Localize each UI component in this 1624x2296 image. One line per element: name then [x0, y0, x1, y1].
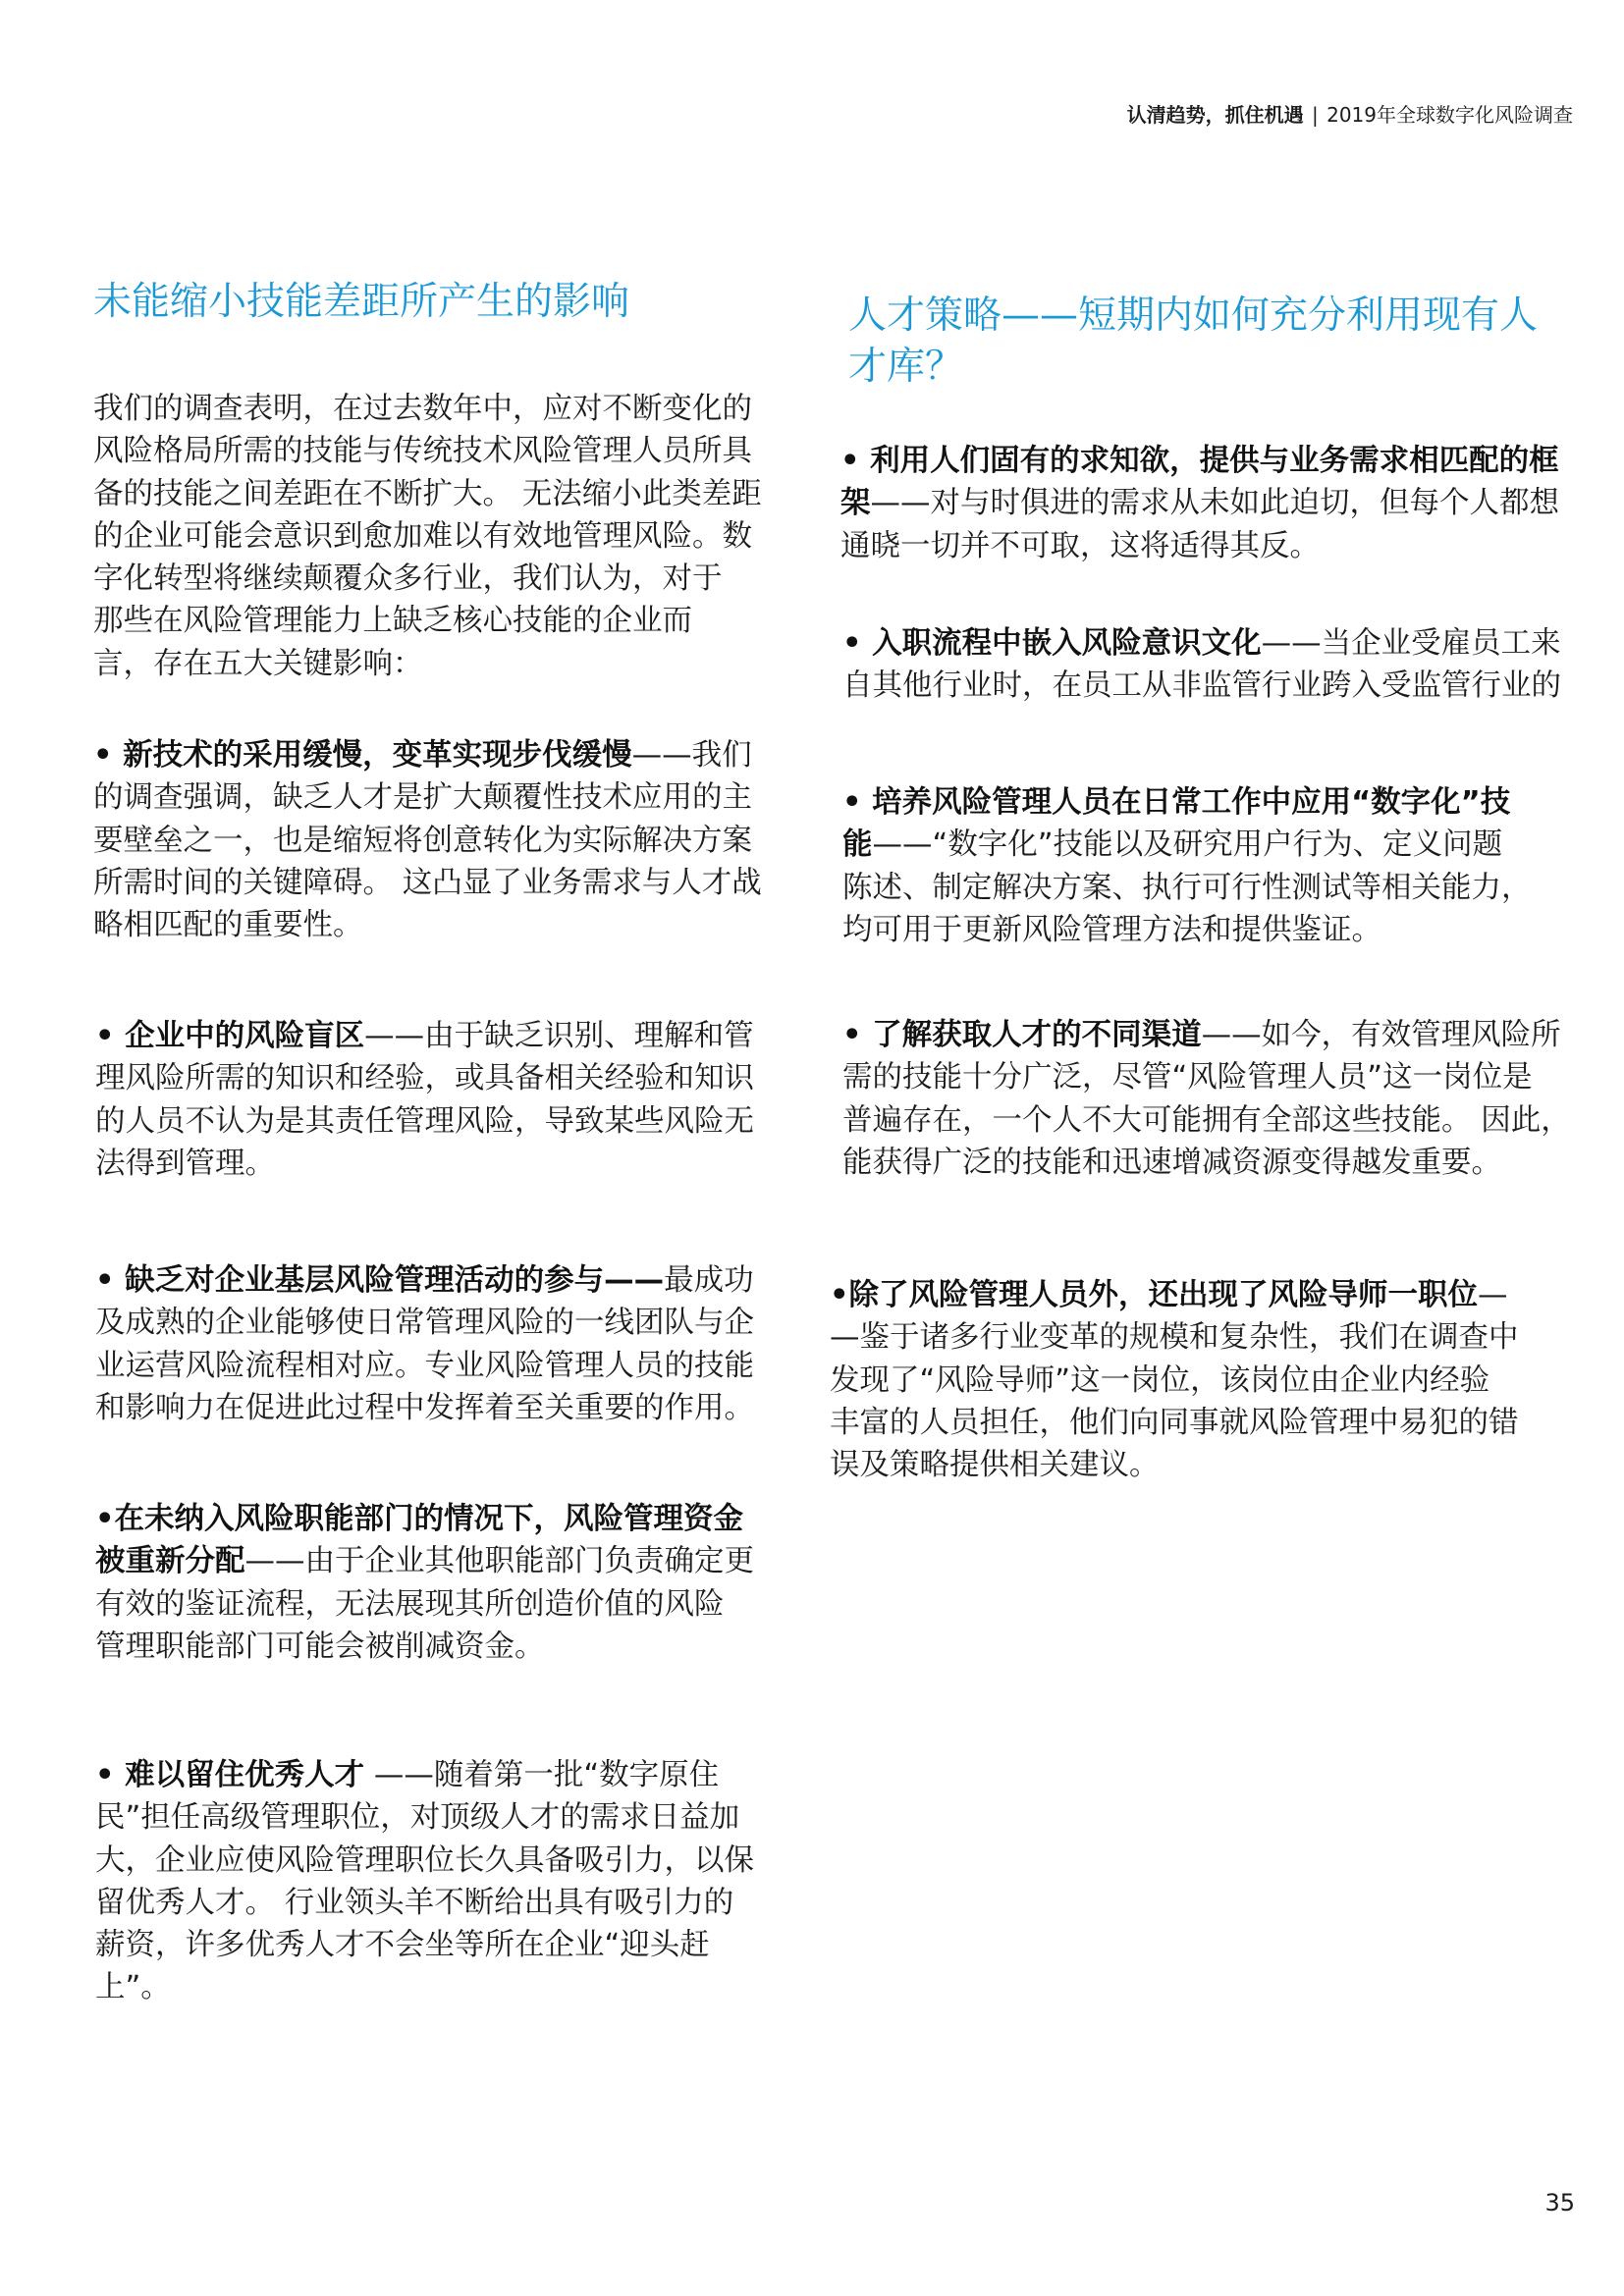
bullet-text: ——对与时俱进的需求从未如此迫切，但每个人都想	[870, 486, 1559, 521]
text-line	[842, 781, 1532, 824]
text-line	[842, 622, 1561, 665]
text-line: 和影响力在促进此过程中发挥着至关重要的作用。	[95, 1390, 754, 1425]
bullet-text: ——随着第一批“数字原住	[364, 1758, 720, 1792]
bullet-text: ——由于缺乏识别、理解和管	[364, 1019, 754, 1053]
bullet-title: 被重新分配	[95, 1544, 245, 1579]
text-line	[95, 1498, 754, 1540]
bullet-funding-reallocation	[95, 1498, 754, 1668]
bullet-risk-blind-spots	[95, 1015, 754, 1185]
text-line: 民”担任高级管理职位，对顶级人才的需求日益加	[95, 1800, 740, 1836]
bullet-title: 能	[842, 828, 873, 863]
bullet-text: 最成功	[664, 1263, 754, 1298]
text-line: 略相匹配的重要性。	[93, 908, 363, 943]
text-line: 留优秀人才。 行业领头羊不断给出具有吸引力的	[95, 1885, 734, 1920]
text-line	[840, 440, 1559, 482]
text-line	[840, 482, 1559, 524]
header-separator: |	[1311, 103, 1319, 127]
bullet-title: 架	[840, 486, 871, 521]
bullet-title: • 了解获取人才的不同渠道	[842, 1018, 1202, 1052]
text-line: 及成熟的企业能够使日常管理风险的一线团队与企	[95, 1306, 754, 1341]
text-line	[95, 1540, 754, 1582]
heading-line: 才库？	[848, 345, 964, 389]
header-title: 2019年全球数字化风险调查	[1326, 103, 1573, 127]
text-line	[842, 824, 1532, 866]
text-line: 那些在风险管理能力上缺乏核心技能的企业而	[93, 604, 692, 639]
text-line: 理风险所需的知识和经验，或具备相关经验和知识	[95, 1061, 754, 1096]
text-line: 误及策略提供相关建议。	[830, 1448, 1160, 1483]
text-line: 陈述、制定解决方案、执行可行性测试等相关能力，	[842, 870, 1532, 905]
text-line	[830, 1274, 1519, 1316]
bullet-risk-mentor	[830, 1274, 1519, 1486]
text-line: 需的技能十分广泛，尽管“风险管理人员”这一岗位是	[842, 1060, 1533, 1095]
text-line: 我们的调查表明，在过去数年中，应对不断变化的	[93, 392, 752, 426]
right-section-heading	[848, 291, 1538, 393]
text-line	[95, 1015, 754, 1057]
text-line: —鉴于诸多行业变革的规模和复杂性，我们在调查中	[830, 1320, 1519, 1356]
bullet-onboarding-culture	[842, 622, 1561, 708]
bullet-text: ——由于企业其他职能部门负责确定更	[244, 1544, 754, 1579]
text-line: 风险格局所需的技能与传统技术风险管理人员所具	[93, 434, 752, 469]
header-emphasis: 认清趋势，抓住机遇	[1126, 103, 1304, 127]
bullet-title: • 培养风险管理人员在日常工作中应用“数字化”技	[842, 785, 1511, 820]
text-line: 的人员不认为是其责任管理风险，导致某些风险无	[95, 1103, 754, 1139]
bullet-talent-channels	[842, 1014, 1571, 1184]
text-line: 发现了“风险导师”这一岗位，该岗位由企业内经验	[830, 1362, 1490, 1398]
text-line: 备的技能之间差距在不断扩大。 无法缩小此类差距	[93, 476, 762, 511]
text-line: 管理职能部门可能会被削减资金。	[95, 1629, 545, 1664]
bullet-digital-skills	[842, 781, 1532, 951]
bullet-title: •在未纳入风险职能部门的情况下，风险管理资金	[95, 1502, 743, 1536]
text-line	[95, 1259, 754, 1302]
running-header	[1127, 102, 1573, 128]
text-line: 普遍存在，一个人不大可能拥有全部这些技能。 因此，	[842, 1102, 1571, 1138]
bullet-title: • 利用人们固有的求知欲，提供与业务需求相匹配的框	[840, 444, 1559, 478]
text-line: 业运营风险流程相对应。专业风险管理人员的技能	[95, 1348, 754, 1383]
text-line: 薪资，许多优秀人才不会坐等所在企业“迎头赶	[95, 1928, 710, 1963]
bullet-slow-adoption	[93, 734, 762, 946]
text-line: 法得到管理。	[95, 1146, 275, 1181]
bullet-title: • 缺乏对企业基层风险管理活动的参与——	[95, 1263, 665, 1298]
text-line: 能获得广泛的技能和迅速增减资源变得越发重要。	[842, 1145, 1501, 1180]
heading-line: 人才策略——短期内如何充分利用现有人	[848, 294, 1539, 338]
text-line: 大，企业应使风险管理职位长久具备吸引力，以保	[95, 1842, 754, 1878]
bullet-text: ——我们	[631, 738, 752, 773]
bullet-talent-retention	[95, 1754, 754, 2009]
bullet-text: ——“数字化”技能以及研究用户行为、定义问题	[872, 828, 1503, 863]
text-line: 的调查强调，缺乏人才是扩大颠覆性技术应用的主	[93, 780, 752, 816]
intro-paragraph	[93, 388, 762, 685]
text-line: 丰富的人员担任，他们向同事就风险管理中易犯的错	[830, 1405, 1519, 1440]
bullet-title: • 难以留住优秀人才	[95, 1758, 365, 1792]
bullet-title: • 新技术的采用缓慢，变革实现步伐缓慢	[93, 738, 632, 773]
bullet-title: •除了风险管理人员外，还出现了风险导师一职位	[830, 1278, 1478, 1312]
text-line	[95, 1754, 754, 1796]
text-line: 字化转型将继续颠覆众多行业，我们认为，对于	[93, 561, 723, 597]
bullet-title: • 入职流程中嵌入风险意识文化	[842, 626, 1262, 661]
text-line: 有效的鉴证流程，无法展现其所创造价值的风险	[95, 1586, 725, 1622]
text-line: 言，存在五大关键影响：	[93, 646, 423, 681]
bullet-curiosity-framework	[840, 440, 1559, 567]
bullet-frontline-engagement	[95, 1259, 754, 1429]
text-line: 通晓一切并不可取，这将适得其反。	[840, 528, 1320, 563]
left-section-heading: 未能缩小技能差距所产生的影响	[93, 280, 630, 324]
text-line: 要壁垒之一，也是缩短将创意转化为实际解决方案	[93, 823, 752, 858]
text-line	[842, 1014, 1571, 1056]
page-number: 35	[1544, 2189, 1575, 2216]
bullet-text: ——如今，有效管理风险所	[1201, 1018, 1561, 1052]
bullet-title: • 企业中的风险盲区	[95, 1019, 365, 1053]
text-line: 自其他行业时，在员工从非监管行业跨入受监管行业的	[842, 668, 1561, 704]
text-line: 所需时间的关键障碍。 这凸显了业务需求与人才战	[93, 865, 762, 900]
bullet-text: ——当企业受雇员工来	[1261, 626, 1561, 661]
text-line: 的企业可能会意识到愈加难以有效地管理风险。数	[93, 518, 752, 554]
text-line: 均可用于更新风险管理方法和提供鉴证。	[842, 912, 1381, 947]
text-line	[93, 734, 762, 776]
text-line: 上”。	[95, 1970, 171, 2005]
bullet-text: —	[1478, 1278, 1508, 1312]
